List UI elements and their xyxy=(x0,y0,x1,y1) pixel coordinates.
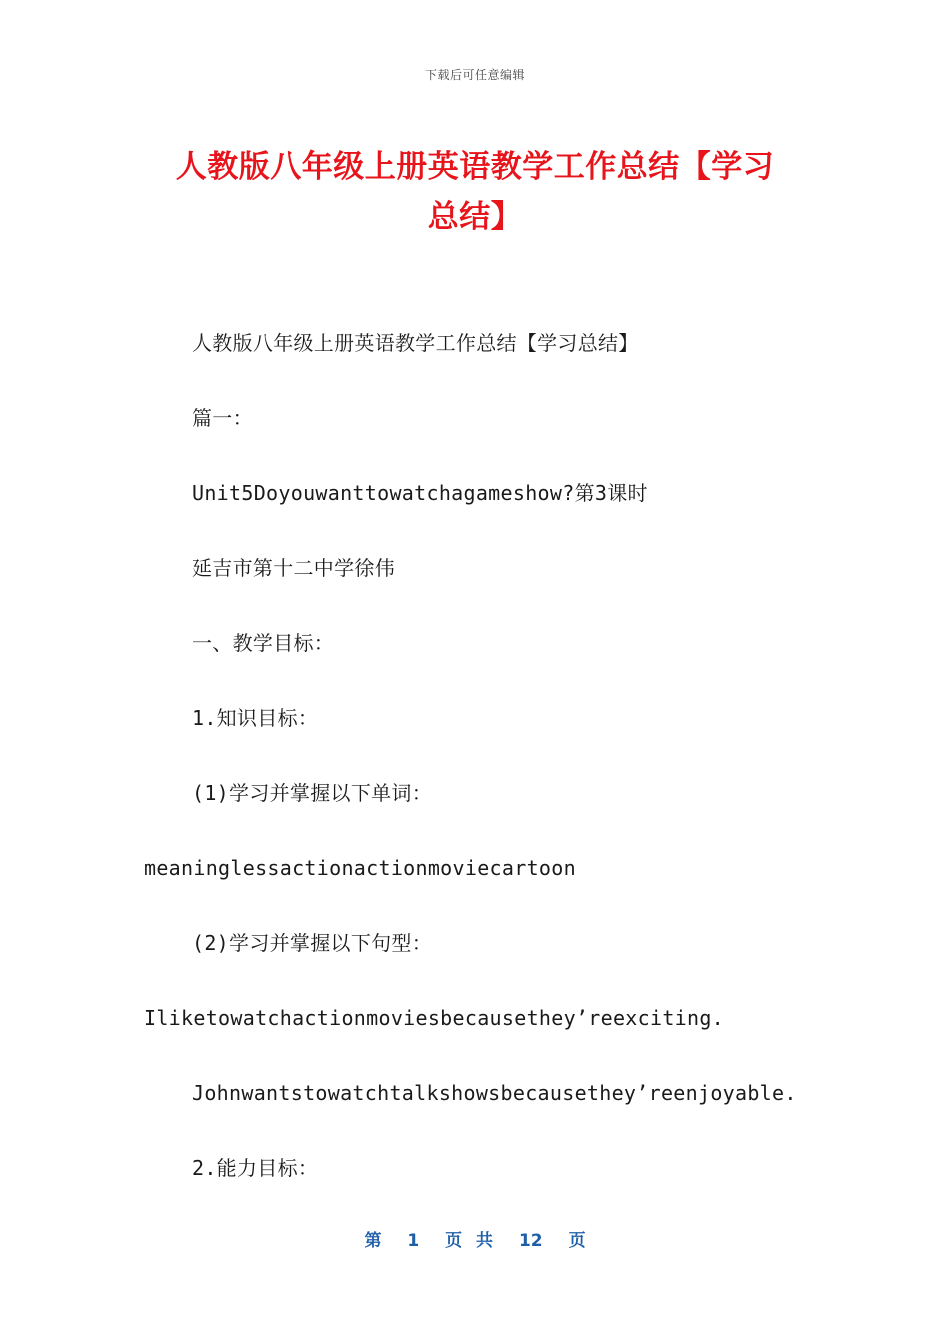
paragraph-sentence-heading: (2)学习并掌握以下句型： xyxy=(192,931,433,955)
paragraph-knowledge-goal: 1.知识目标： xyxy=(192,706,319,730)
page-number: 1 xyxy=(407,1231,420,1251)
title-line-1: 人教版八年级上册英语教学工作总结【学习 xyxy=(175,149,775,185)
total-pages: 12 xyxy=(518,1231,543,1251)
page-footer xyxy=(0,1226,950,1251)
paragraph-section-label: 篇一： xyxy=(192,406,253,430)
paragraph-sentence-2: Johnwantstowatchtalkshowsbecausethey’reenjoyable. xyxy=(192,1081,797,1105)
header-note: 下载后可任意编辑 xyxy=(424,68,525,82)
paragraph-vocab-heading: (1)学习并掌握以下单词： xyxy=(192,781,433,805)
paragraph-repeat-title: 人教版八年级上册英语教学工作总结【学习总结】 xyxy=(192,331,639,355)
paragraph-ability-goal: 2.能力目标： xyxy=(192,1156,319,1180)
page-prefix: 第 xyxy=(364,1231,382,1251)
page-mid: 页 共 xyxy=(445,1231,494,1251)
paragraph-unit-title: Unit5Doyouwanttowatchagameshow?第3课时 xyxy=(192,481,648,505)
paragraph-heading-goals: 一、教学目标： xyxy=(192,631,335,655)
document-title xyxy=(140,142,810,242)
paragraph-author: 延吉市第十二中学徐伟 xyxy=(192,556,395,580)
paragraph-sentence-1: Iliketowatchactionmoviesbecausethey’reexciting. xyxy=(144,1006,725,1030)
paragraph-vocab-words: meaninglessactionactionmoviecartoon xyxy=(144,856,576,880)
page-suffix: 页 xyxy=(568,1231,586,1251)
title-line-2: 总结】 xyxy=(427,199,523,235)
